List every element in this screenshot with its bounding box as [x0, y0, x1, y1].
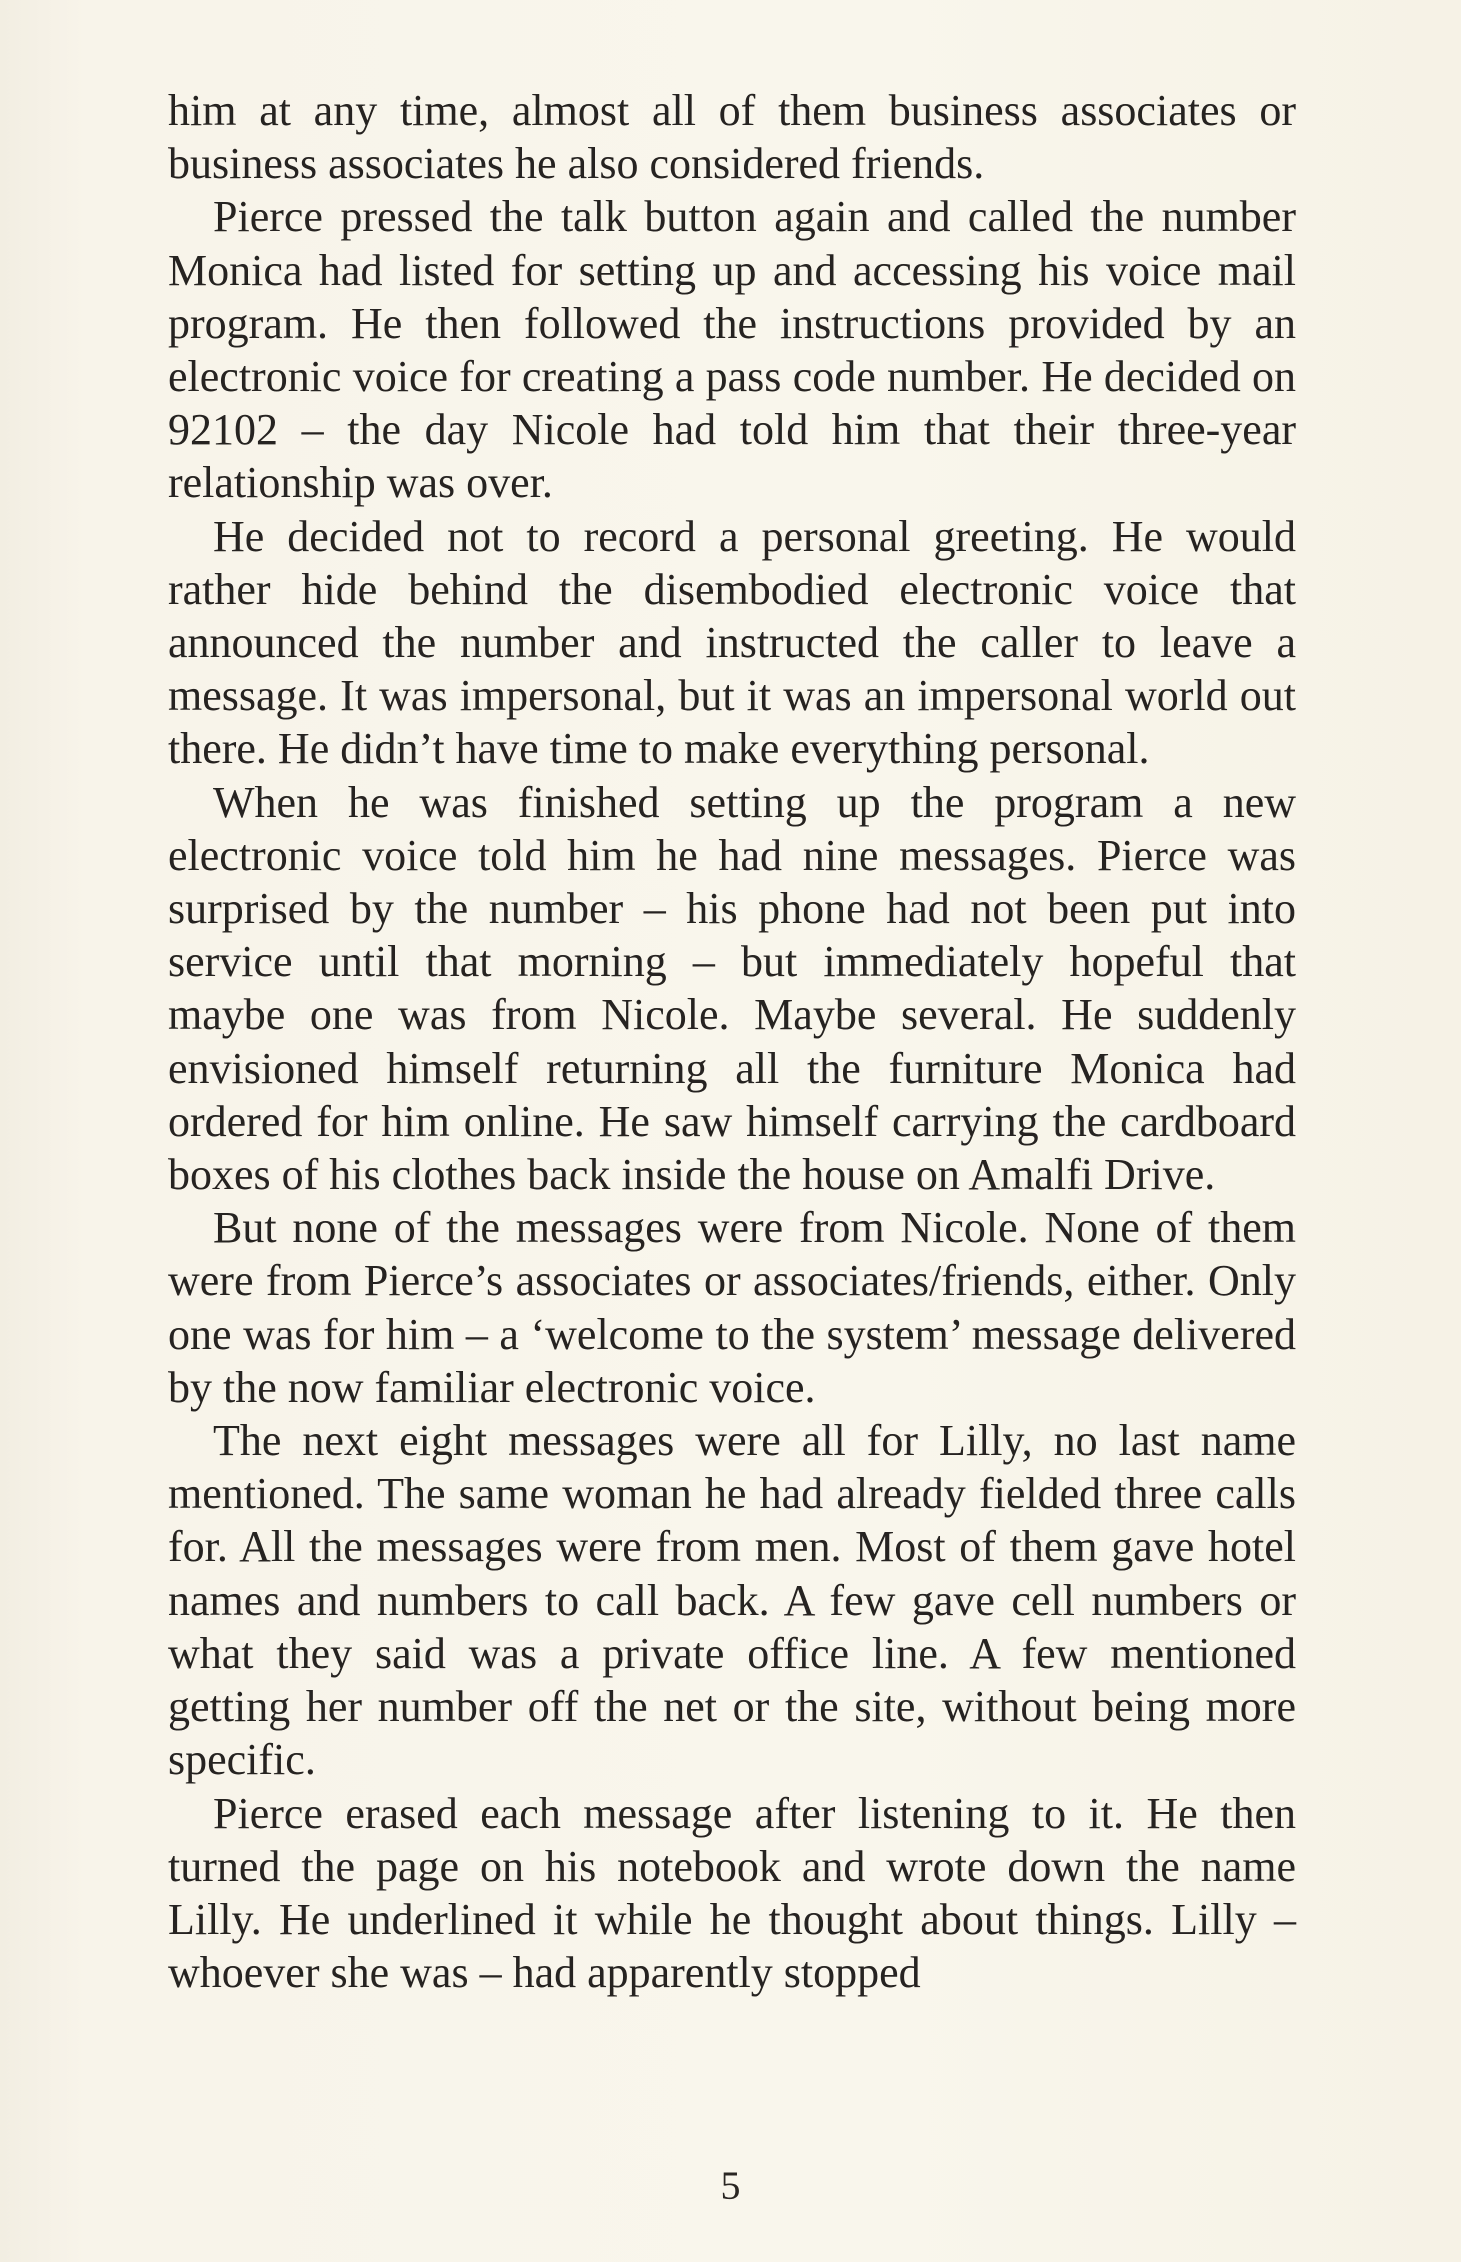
- body-text: [168, 84, 1296, 1999]
- paragraph-erased-messages: Pierce erased each message after listening to it. He then turned the page on his notebook and wrote down the name Lilly. He underlined it while he thought about things. Lilly – whoever she was – had apparently stopped: [168, 1788, 1296, 1998]
- paragraph-voice-mail-setup: Pierce pressed the talk button again and called the number Monica had listed for setting up and accessing his voice mail program. He then followed the instructions provided by an electronic voice for creating a pass code number. He decided on 92102 – the day Nicole had told him that their three-year relationship was over.: [168, 192, 1296, 508]
- paragraph-nine-messages: When he was finished setting up the program a new electronic voice told him he had nine messages. Pierce was surprised by the number – his phone had not been put into service until that morning – but immediately hopeful that maybe one was from Nicole. Maybe several. He suddenly envisioned himself returning all the furniture Monica had ordered for him online. He saw himself carrying the cardboard boxes of his clothes back inside the house on Amalfi Drive.: [168, 777, 1296, 1200]
- paragraph-none-from-nicole: But none of the messages were from Nicole. None of them were from Pierce’s associates or associates/friends, either. Only one was for him – a ‘welcome to the system’ message delivered by the now familiar electronic voice.: [168, 1203, 1296, 1412]
- paragraph-continued: him at any time, almost all of them business associates or business associates he also considered friends.: [168, 86, 1296, 189]
- paragraph-personal-greeting: He decided not to record a personal greeting. He would rather hide behind the disembodied electronic voice that announced the number and instructed the caller to leave a message. It was impersonal, but it was an impersonal world out there. He didn’t have time to make everything personal.: [168, 511, 1296, 774]
- page-number: 5: [720, 2163, 741, 2208]
- paragraph-messages-for-lilly: The next eight messages were all for Lilly, no last name mentioned. The same woman he had already fielded three calls for. All the messages were from men. Most of them gave hotel names and numbers to call back. A few gave cell numbers or what they said was a private office line. A few mentioned getting her number off the net or the site, without being more specific.: [168, 1416, 1296, 1785]
